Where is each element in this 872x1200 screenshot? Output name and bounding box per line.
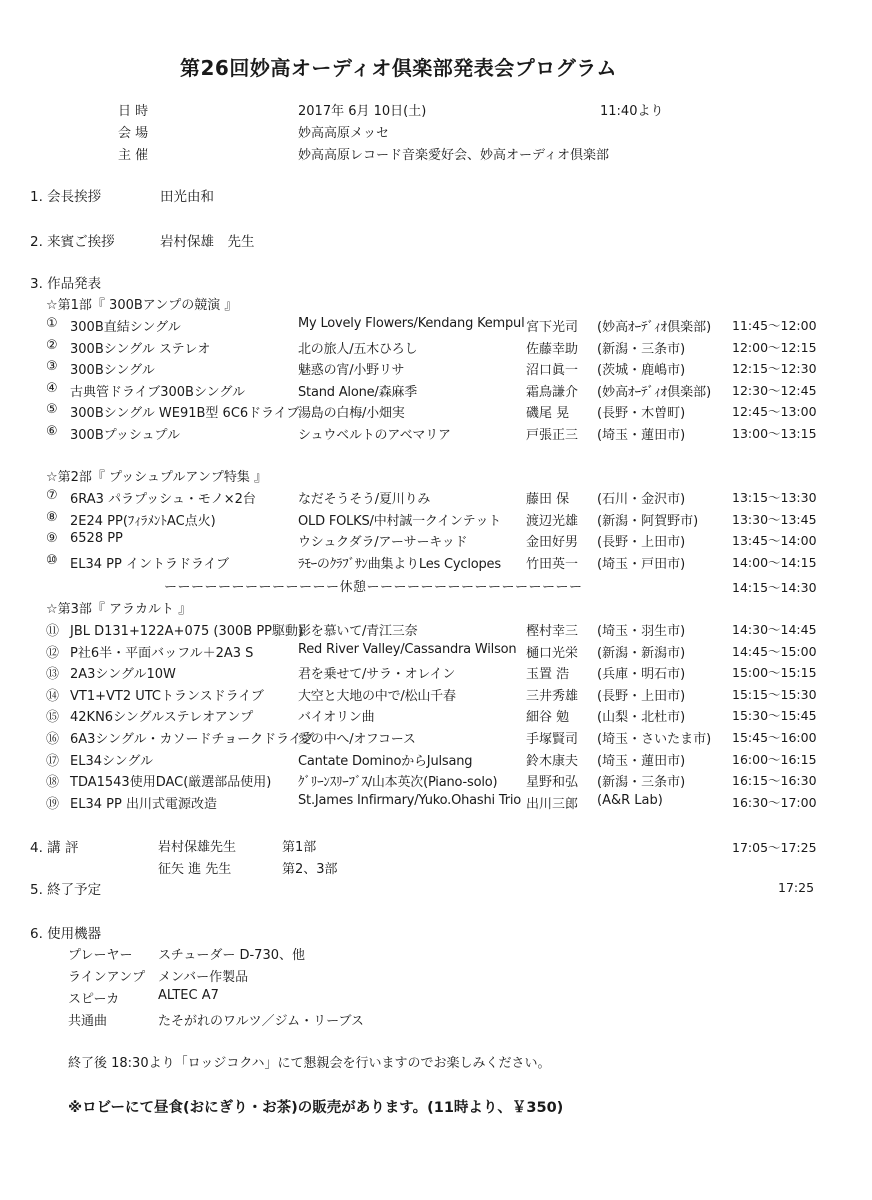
entry-presenter: 手塚賢司 bbox=[526, 732, 579, 747]
entry-amplifier: EL34シングル bbox=[70, 753, 154, 769]
entry-presenter: 藤田 保 bbox=[526, 492, 570, 507]
judge-2-part: 第2、3部 bbox=[282, 862, 338, 877]
entry-presenter: 宮下光司 bbox=[526, 320, 579, 335]
entry-location: (埼玉・蓮田市) bbox=[597, 428, 686, 443]
entry-time: 14:30～14:45 bbox=[732, 622, 817, 637]
entry-number: ⑩ bbox=[46, 552, 58, 568]
equipment-player-key: プレーヤー bbox=[68, 948, 133, 963]
entry-number: ⑤ bbox=[46, 402, 58, 418]
entry-amplifier: 6RA3 パラプッシュ・モノ×2台 bbox=[70, 492, 256, 507]
entry-presenter: 竹田英一 bbox=[526, 556, 579, 572]
entry-number: ⑭ bbox=[46, 688, 60, 704]
entry-number: ⑮ bbox=[46, 710, 60, 726]
entry-number: ⑬ bbox=[46, 667, 60, 683]
program-entry bbox=[0, 338, 872, 359]
entry-time: 16:15～16:30 bbox=[732, 773, 817, 789]
section-1-person: 田光由和 bbox=[160, 189, 214, 205]
entry-time: 15:00～15:15 bbox=[732, 665, 817, 681]
entry-song: なだそうそう/夏川りみ bbox=[298, 492, 431, 507]
part-2-title: ☆第2部『 プッシュプルアンプ特集 』 bbox=[46, 470, 267, 485]
entry-time: 13:00～13:15 bbox=[732, 426, 817, 441]
equipment-player-value: スチューダー D-730、他 bbox=[158, 948, 305, 963]
entry-amplifier: 2A3シングル10W bbox=[70, 667, 176, 683]
entry-time: 13:30～13:45 bbox=[732, 511, 817, 527]
equipment-common-song-key: 共通曲 bbox=[68, 1014, 108, 1029]
entry-location: (長野・木曽町) bbox=[597, 406, 686, 422]
program-entry bbox=[0, 771, 872, 792]
equipment-speaker-key: スピーカ bbox=[68, 992, 120, 1007]
entry-presenter: 戸張正三 bbox=[526, 428, 579, 443]
entry-presenter: 樋口光栄 bbox=[526, 645, 579, 661]
entry-presenter: 沼口眞一 bbox=[526, 363, 579, 379]
entry-location: (埼玉・羽生市) bbox=[597, 624, 686, 639]
entry-location: (新潟・阿賀野市) bbox=[597, 513, 699, 529]
entry-time: 11:45～12:00 bbox=[732, 318, 817, 333]
entry-location: (埼玉・戸田市) bbox=[597, 556, 686, 572]
entry-amplifier: EL34 PP イントラドライブ bbox=[70, 556, 230, 572]
review-time: 17:05～17:25 bbox=[732, 840, 817, 855]
page-title: 第26回妙高オーディオ倶楽部発表会プログラム bbox=[180, 56, 618, 80]
entry-song: 大空と大地の中で/松山千春 bbox=[298, 688, 456, 704]
part-1-title: ☆第1部『 300Bアンプの競演 』 bbox=[46, 298, 238, 313]
entry-location: (山梨・北杜市) bbox=[597, 710, 686, 726]
program-entry bbox=[0, 359, 872, 380]
judge-1-part: 第1部 bbox=[282, 840, 317, 855]
program-entry bbox=[0, 620, 872, 641]
entry-location: (兵庫・明石市) bbox=[597, 667, 686, 683]
entry-song: OLD FOLKS/中村誠一クインテット bbox=[298, 513, 502, 529]
program-entry bbox=[0, 642, 872, 663]
equipment-lineamp-key: ラインアンプ bbox=[68, 970, 146, 985]
program-entry bbox=[0, 553, 872, 574]
entry-amplifier: 2E24 PP(ﾌｨﾗﾒﾝﾄAC点火) bbox=[70, 513, 216, 529]
entry-song: 北の旅人/五木ひろし bbox=[298, 341, 418, 357]
entry-amplifier: JBL D131+122A+075 (300B PP駆動) bbox=[70, 624, 304, 639]
entry-location: (石川・金沢市) bbox=[597, 492, 686, 507]
equipment-common-song-value: たそがれのワルツ／ジム・リーブス bbox=[158, 1014, 364, 1029]
info-date-value: 2017年 6月 10日(土) bbox=[298, 104, 427, 119]
info-venue-label: 会 場 bbox=[118, 126, 149, 141]
info-date-extra: 11:40より bbox=[600, 104, 664, 119]
entry-presenter: 霜鳥謙介 bbox=[526, 384, 579, 400]
entry-song: シュウベルトのアベマリア bbox=[298, 428, 451, 443]
entry-amplifier: 300Bプッシュプル bbox=[70, 428, 181, 443]
entry-time: 14:45～15:00 bbox=[732, 643, 817, 659]
entry-song: 君を乗せて/サラ・オレイン bbox=[298, 667, 456, 683]
entry-number: ④ bbox=[46, 380, 58, 396]
entry-time: 13:45～14:00 bbox=[732, 533, 817, 549]
entry-location: (新潟・三条市) bbox=[597, 775, 686, 791]
after-party-note: 終了後 18:30より「ロッジコクハ」にて懇親会を行いますのでお楽しみください。 bbox=[68, 1056, 551, 1071]
entry-amplifier: VT1+VT2 UTCトランスドライブ bbox=[70, 688, 264, 704]
entry-song: 湯島の白梅/小畑実 bbox=[298, 406, 405, 422]
entry-number: ⑲ bbox=[46, 796, 60, 812]
info-host-label: 主 催 bbox=[118, 148, 149, 163]
entry-song: 愛の中へ/オフコース bbox=[298, 732, 416, 747]
entry-location: (妙高ｵｰﾃﾞｨｵ倶楽部) bbox=[597, 384, 712, 400]
entry-presenter: 細谷 勉 bbox=[526, 710, 570, 726]
entry-number: ③ bbox=[46, 359, 58, 375]
entry-amplifier: P社6半・平面バッフル＋2A3 S bbox=[70, 645, 254, 661]
entry-amplifier: 42KN6シングルステレオアンプ bbox=[70, 710, 254, 726]
entry-time: 14:00～14:15 bbox=[732, 554, 817, 570]
entry-number: ⑦ bbox=[46, 488, 58, 503]
entry-amplifier: TDA1543使用DAC(厳選部品使用) bbox=[70, 775, 272, 791]
section-1-label: 1. 会長挨拶 bbox=[30, 189, 102, 205]
program-entry bbox=[0, 316, 872, 337]
entry-song: ｸﾞﾘｰﾝｽﾘｰﾌﾞｽ/山本英次(Piano-solo) bbox=[298, 775, 498, 791]
lobby-lunch-note: ※ロビーにて昼食(おにぎり・お茶)の販売があります。(11時より、￥350) bbox=[68, 1100, 564, 1116]
entry-time: 13:15～13:30 bbox=[732, 490, 817, 505]
entry-amplifier: 300Bシングル ステレオ bbox=[70, 341, 211, 357]
entry-location: (埼玉・さいたま市) bbox=[597, 732, 712, 747]
entry-presenter: 玉置 浩 bbox=[526, 667, 570, 683]
entry-amplifier: 300Bシングル WE91B型 6C6ドライブ bbox=[70, 406, 300, 422]
section-3-label: 3. 作品発表 bbox=[30, 276, 102, 292]
entry-number: ⑯ bbox=[46, 732, 60, 747]
judge-1-name: 岩村保雄先生 bbox=[158, 840, 237, 855]
part-3-title: ☆第3部『 アラカルト 』 bbox=[46, 602, 192, 617]
entry-presenter: 出川三郎 bbox=[526, 796, 579, 812]
section-2-person: 岩村保雄 先生 bbox=[160, 234, 255, 250]
entry-number: ② bbox=[46, 337, 58, 353]
break-time: 14:15～14:30 bbox=[732, 580, 817, 595]
program-entry bbox=[0, 663, 872, 684]
entry-song: 影を慕いて/青江三奈 bbox=[298, 624, 418, 639]
info-host-value: 妙高高原レコード音楽愛好会、妙高オーディオ倶楽部 bbox=[298, 148, 609, 163]
entry-presenter: 金田好男 bbox=[526, 535, 579, 551]
entry-song: Stand Alone/森麻季 bbox=[298, 384, 418, 400]
program-entry bbox=[0, 424, 872, 445]
entry-amplifier: EL34 PP 出川式電源改造 bbox=[70, 796, 217, 812]
info-date-label: 日 時 bbox=[118, 104, 149, 119]
entry-number: ⑧ bbox=[46, 509, 58, 525]
entry-song: 魅惑の宵/小野リサ bbox=[298, 363, 405, 379]
judge-2-name: 征矢 進 先生 bbox=[158, 862, 232, 877]
entry-song: Red River Valley/Cassandra Wilson bbox=[298, 641, 517, 657]
program-entry bbox=[0, 793, 872, 814]
section-5-label: 5. 終了予定 bbox=[30, 882, 102, 898]
entry-song: My Lovely Flowers/Kendang Kempul bbox=[298, 316, 525, 331]
entry-time: 12:00～12:15 bbox=[732, 339, 817, 355]
entry-amplifier: 古典管ドライブ300Bシングル bbox=[70, 384, 245, 400]
entry-location: (新潟・新潟市) bbox=[597, 645, 686, 661]
entry-time: 15:15～15:30 bbox=[732, 686, 817, 702]
entry-location: (長野・上田市) bbox=[597, 688, 686, 704]
equipment-lineamp-value: メンバー作製品 bbox=[158, 970, 249, 985]
entry-presenter: 星野和弘 bbox=[526, 775, 579, 791]
end-time: 17:25 bbox=[778, 880, 815, 895]
entry-number: ⑱ bbox=[46, 775, 60, 791]
entry-presenter: 渡辺光雄 bbox=[526, 513, 579, 529]
entry-presenter: 三井秀雄 bbox=[526, 688, 579, 704]
entry-number: ⑥ bbox=[46, 424, 58, 439]
entry-amplifier: 300B直結シングル bbox=[70, 320, 181, 335]
entry-presenter: 磯尾 晃 bbox=[526, 406, 570, 422]
entry-song: St.James Infirmary/Yuko.Ohashi Trio bbox=[298, 792, 522, 808]
entry-number: ⑰ bbox=[46, 753, 60, 769]
entry-number: ① bbox=[46, 316, 58, 331]
entry-time: 16:30～17:00 bbox=[732, 794, 817, 810]
section-4-label: 4. 講 評 bbox=[30, 840, 79, 856]
entry-time: 15:45～16:00 bbox=[732, 730, 817, 745]
entry-location: (新潟・三条市) bbox=[597, 341, 686, 357]
program-entry bbox=[0, 510, 872, 531]
entry-time: 15:30～15:45 bbox=[732, 708, 817, 724]
entry-song: Cantate DominoからJulsang bbox=[298, 753, 473, 769]
entry-song: バイオリン曲 bbox=[298, 710, 375, 726]
entry-number: ⑨ bbox=[46, 531, 58, 547]
program-entry bbox=[0, 381, 872, 402]
program-entry bbox=[0, 750, 872, 771]
program-entry bbox=[0, 706, 872, 727]
entry-location: (長野・上田市) bbox=[597, 535, 686, 551]
info-venue-value: 妙高高原メッセ bbox=[298, 126, 390, 141]
program-entry bbox=[0, 402, 872, 423]
entry-number: ⑪ bbox=[46, 624, 60, 639]
entry-presenter: 佐藤幸助 bbox=[526, 341, 579, 357]
equipment-speaker-value: ALTEC A7 bbox=[158, 988, 219, 1003]
entry-location: (埼玉・蓮田市) bbox=[597, 753, 686, 769]
break-line: ーーーーーーーーーーーーー休憩ーーーーーーーーーーーーーーーー bbox=[164, 580, 583, 595]
section-2-label: 2. 来賓ご挨拶 bbox=[30, 234, 115, 250]
program-entry bbox=[0, 531, 872, 552]
entry-song: ウシュクダラ/アーサーキッド bbox=[298, 535, 468, 551]
entry-amplifier: 300Bシングル bbox=[70, 363, 155, 379]
entry-time: 12:30～12:45 bbox=[732, 382, 817, 398]
entry-time: 12:45～13:00 bbox=[732, 404, 817, 420]
entry-location: (A&R Lab) bbox=[597, 792, 663, 808]
entry-amplifier: 6528 PP bbox=[70, 531, 123, 547]
section-6-label: 6. 使用機器 bbox=[30, 926, 102, 942]
program-entry bbox=[0, 488, 872, 509]
program-entry bbox=[0, 685, 872, 706]
program-entry bbox=[0, 728, 872, 749]
entry-presenter: 鈴木康夫 bbox=[526, 753, 579, 769]
entry-song: ﾗﾓｰのｸﾗﾌﾞｻﾝ曲集よりLes Cyclopes bbox=[298, 556, 501, 572]
entry-number: ⑫ bbox=[46, 645, 60, 661]
entry-presenter: 樫村幸三 bbox=[526, 624, 579, 639]
entry-time: 12:15～12:30 bbox=[732, 361, 817, 377]
entry-amplifier: 6A3シングル・カソードチョークドライブ bbox=[70, 732, 315, 747]
entry-location: (妙高ｵｰﾃﾞｨｵ倶楽部) bbox=[597, 320, 712, 335]
entry-time: 16:00～16:15 bbox=[732, 751, 817, 767]
entry-location: (茨城・鹿嶋市) bbox=[597, 363, 686, 379]
